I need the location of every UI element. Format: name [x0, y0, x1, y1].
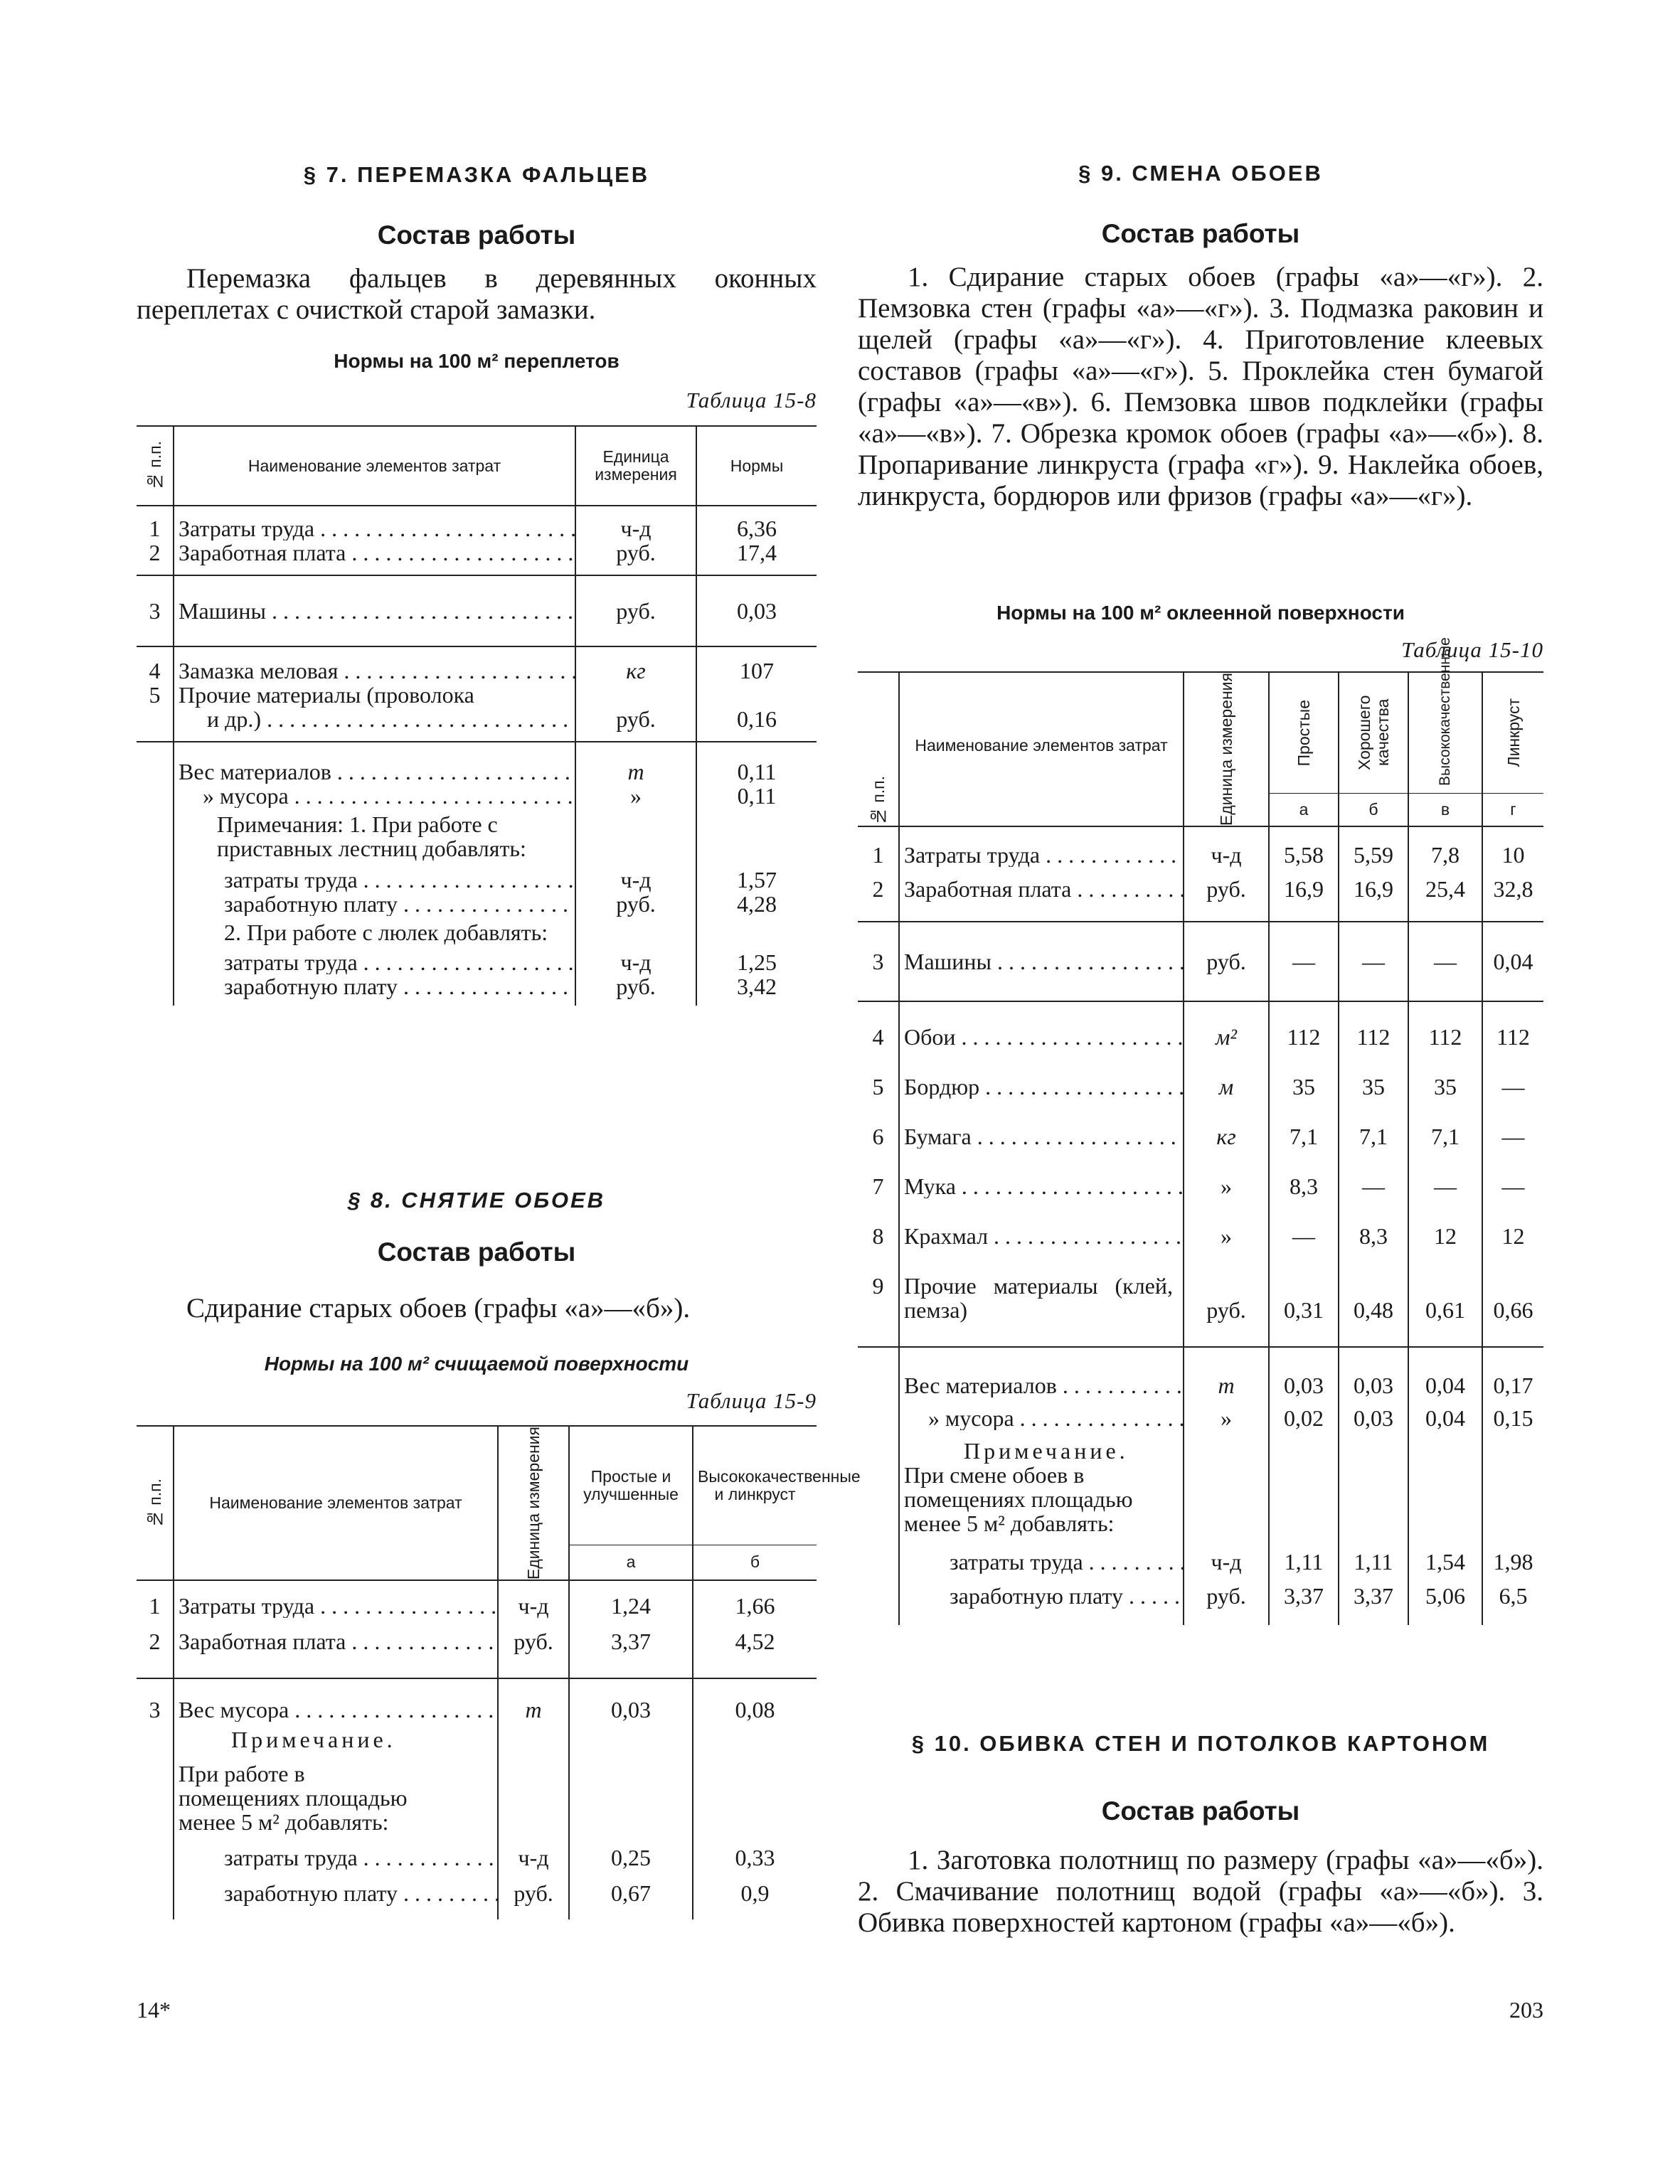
table-15-8 — [137, 425, 817, 1006]
table-row: Вес материалов . . . т 0,11 — [137, 742, 817, 784]
table-row: 9 Прочие материалы (клей, пемза) руб. 0,31 0,48 0,61 0,66 — [858, 1248, 1543, 1347]
col-b-letter: б — [693, 1545, 817, 1580]
table-row: » мусора . . . » 0,02 0,03 0,04 0,15 — [858, 1397, 1543, 1430]
table-15-8-normy: Нормы на 100 м² переплетов — [334, 350, 620, 372]
col-c3-header: Высококачественные — [1408, 672, 1482, 793]
section-8-text: Сдирание старых обоев (графы «а»—«б»). — [186, 1293, 691, 1323]
table-note: Примечание. — [858, 1430, 1543, 1463]
table-row: 3 Машины . . . руб. 0,03 — [137, 575, 817, 646]
section-10-heading: § 10. ОБИВКА СТЕН И ПОТОЛКОВ КАРТОНОМ — [911, 1731, 1490, 1756]
col-b-header: Высококачественные и линкруст — [693, 1426, 817, 1545]
table-note: Примечание. — [137, 1722, 817, 1752]
section-7-text: Перемазка фальцев в деревянных оконных переплетах с очисткой старой замазки. — [137, 263, 817, 325]
col-num-header: № п.п. — [137, 426, 174, 506]
table-note: При смене обоев в помещениях площадью менее 5 м² добавлять: — [858, 1463, 1543, 1535]
col-letter: в — [1408, 793, 1482, 826]
col-c2-header: Хорошего качества — [1339, 672, 1408, 793]
table-15-10-caption: Таблица 15-10 — [1401, 637, 1543, 662]
section-10-text: 1. Заготовка полотнищ по размеру (графы «а»—«б»). 2. Смачивание полотнищ водой (графы «а»—«б»). 3. Обивка поверхностей картоном (графы «а»—«б»). — [858, 1845, 1543, 1938]
table-row: 7 Мука . . . » 8,3 — — — — [858, 1149, 1543, 1198]
section-8-sostav: Состав работы — [377, 1237, 576, 1267]
table-row: 1 Затраты труда . . . ч-д 5,58 5,59 7,8 10 — [858, 826, 1543, 867]
col-a-letter: а — [569, 1545, 693, 1580]
table-row: 5 Бордюр . . . м 35 35 35 — — [858, 1049, 1543, 1099]
table-15-9 — [137, 1425, 861, 1919]
section-10-sostav: Состав работы — [1101, 1796, 1300, 1826]
table-row: 4 Замазка меловая . . . кг 107 — [137, 646, 817, 683]
col-name-header: Наименование элементов затрат — [174, 1426, 498, 1580]
section-8-heading: § 8. СНЯТИЕ ОБОЕВ — [347, 1188, 606, 1213]
col-letter: а — [1269, 793, 1339, 826]
table-row: затраты труда . . . ч-д 0,25 0,33 — [137, 1834, 817, 1870]
page-number-left: 14* — [137, 1997, 171, 2023]
col-c4-header: Линкруст — [1482, 672, 1543, 793]
section-9-sostav: Состав работы — [1101, 219, 1300, 248]
table-row: 1 Затраты труда . . . ч-д 6,36 — [137, 506, 817, 540]
section-7-heading: § 7. ПЕРЕМАЗКА ФАЛЬЦЕВ — [303, 162, 650, 187]
section-9-heading: § 9. СМЕНА ОБОЕВ — [1078, 161, 1323, 186]
col-letter: г — [1482, 793, 1543, 826]
table-row: заработную плату . . . руб. 3,42 — [137, 974, 817, 1006]
table-15-9-caption: Таблица 15-9 — [686, 1388, 817, 1413]
table-row: 2 Заработная плата . . . руб. 17,4 — [137, 540, 817, 575]
col-name-header: Наименование элементов затрат — [899, 672, 1184, 826]
table-row: 4 Обои . . . м² 112 112 112 112 — [858, 1001, 1543, 1049]
col-num-header: № п.п. — [137, 1426, 174, 1580]
table-15-8-caption: Таблица 15-8 — [686, 388, 817, 412]
table-row: 3 Машины . . . руб. — — — 0,04 — [858, 922, 1543, 1001]
table-row: заработную плату . . . руб. 3,37 3,37 5,06 6,5 — [858, 1574, 1543, 1625]
table-note: Примечания: 1. При работе с приставных лестниц добавлять: — [137, 808, 817, 861]
col-unit-header: Единица измерения — [575, 426, 696, 506]
table-15-10-normy: Нормы на 100 м² оклеенной поверхности — [996, 602, 1405, 624]
table-note: 2. При работе с люлек добавлять: — [137, 916, 817, 944]
table-row: затраты труда . . . ч-д 1,25 — [137, 944, 817, 974]
col-a-header: Простые и улучшенные — [569, 1426, 693, 1545]
col-num-header: № п.п. — [858, 672, 899, 826]
table-row: 2 Заработная плата . . . руб. 16,9 16,9 25,4 32,8 — [858, 867, 1543, 922]
table-row: 1 Затраты труда . . . ч-д 1,24 1,66 — [137, 1580, 817, 1618]
col-unit-header: Единица измерения — [1184, 672, 1269, 826]
table-row: заработную плату . . . руб. 0,67 0,9 — [137, 1870, 817, 1919]
section-7-sostav: Состав работы — [377, 220, 576, 250]
table-note: При работе в помещениях площадью менее 5 м² добавлять: — [137, 1752, 817, 1834]
col-c1-header: Простые — [1269, 672, 1339, 793]
col-letter: б — [1339, 793, 1408, 826]
table-row: затраты труда . . . ч-д 1,57 — [137, 861, 817, 892]
section-9-text: 1. Сдирание старых обоев (графы «а»—«г»). 2. Пемзовка стен (графы «а»—«г»). 3. Подмазка раковин и щелей (графы «а»—«г»). 4. Приготовление клеевых составов (графы «а»—«г»). 5. Проклейка стен бумагой (графы «а»—«в»). 6. Пемзовка швов подклейки (графы «а»—«в»). 7. Обрезка кромок обоев (графы «а»—«б»). 8. Пропаривание линкруста (графа «г»). 9. Наклейка обоев, линкруста, бордюров или фризов (графы «а»—«г»). — [858, 262, 1543, 511]
table-row: 5 Прочие материалы (проволока и др.) . . . руб. 0,16 — [137, 683, 817, 742]
table-row: 2 Заработная плата . . . руб. 3,37 4,52 — [137, 1618, 817, 1678]
col-name-header: Наименование элементов затрат — [174, 426, 575, 506]
table-row: Вес материалов . . . т 0,03 0,03 0,04 0,17 — [858, 1347, 1543, 1397]
col-unit-header: Единица измерения — [498, 1426, 569, 1580]
page-number-right: 203 — [1509, 1997, 1543, 2023]
table-row: заработную плату . . . руб. 4,28 — [137, 892, 817, 916]
table-row: 6 Бумага . . . кг 7,1 7,1 7,1 — — [858, 1099, 1543, 1149]
col-norm-header: Нормы — [696, 426, 817, 506]
table-15-9-normy: Нормы на 100 м² счищаемой поверхности — [264, 1353, 689, 1375]
table-row: 3 Вес мусора . . . т 0,03 0,08 — [137, 1678, 817, 1722]
table-row: 8 Крахмал . . . » — 8,3 12 12 — [858, 1198, 1543, 1248]
table-row: затраты труда . . . ч-д 1,11 1,11 1,54 1,98 — [858, 1535, 1543, 1574]
table-row: » мусора . . . » 0,11 — [137, 784, 817, 808]
